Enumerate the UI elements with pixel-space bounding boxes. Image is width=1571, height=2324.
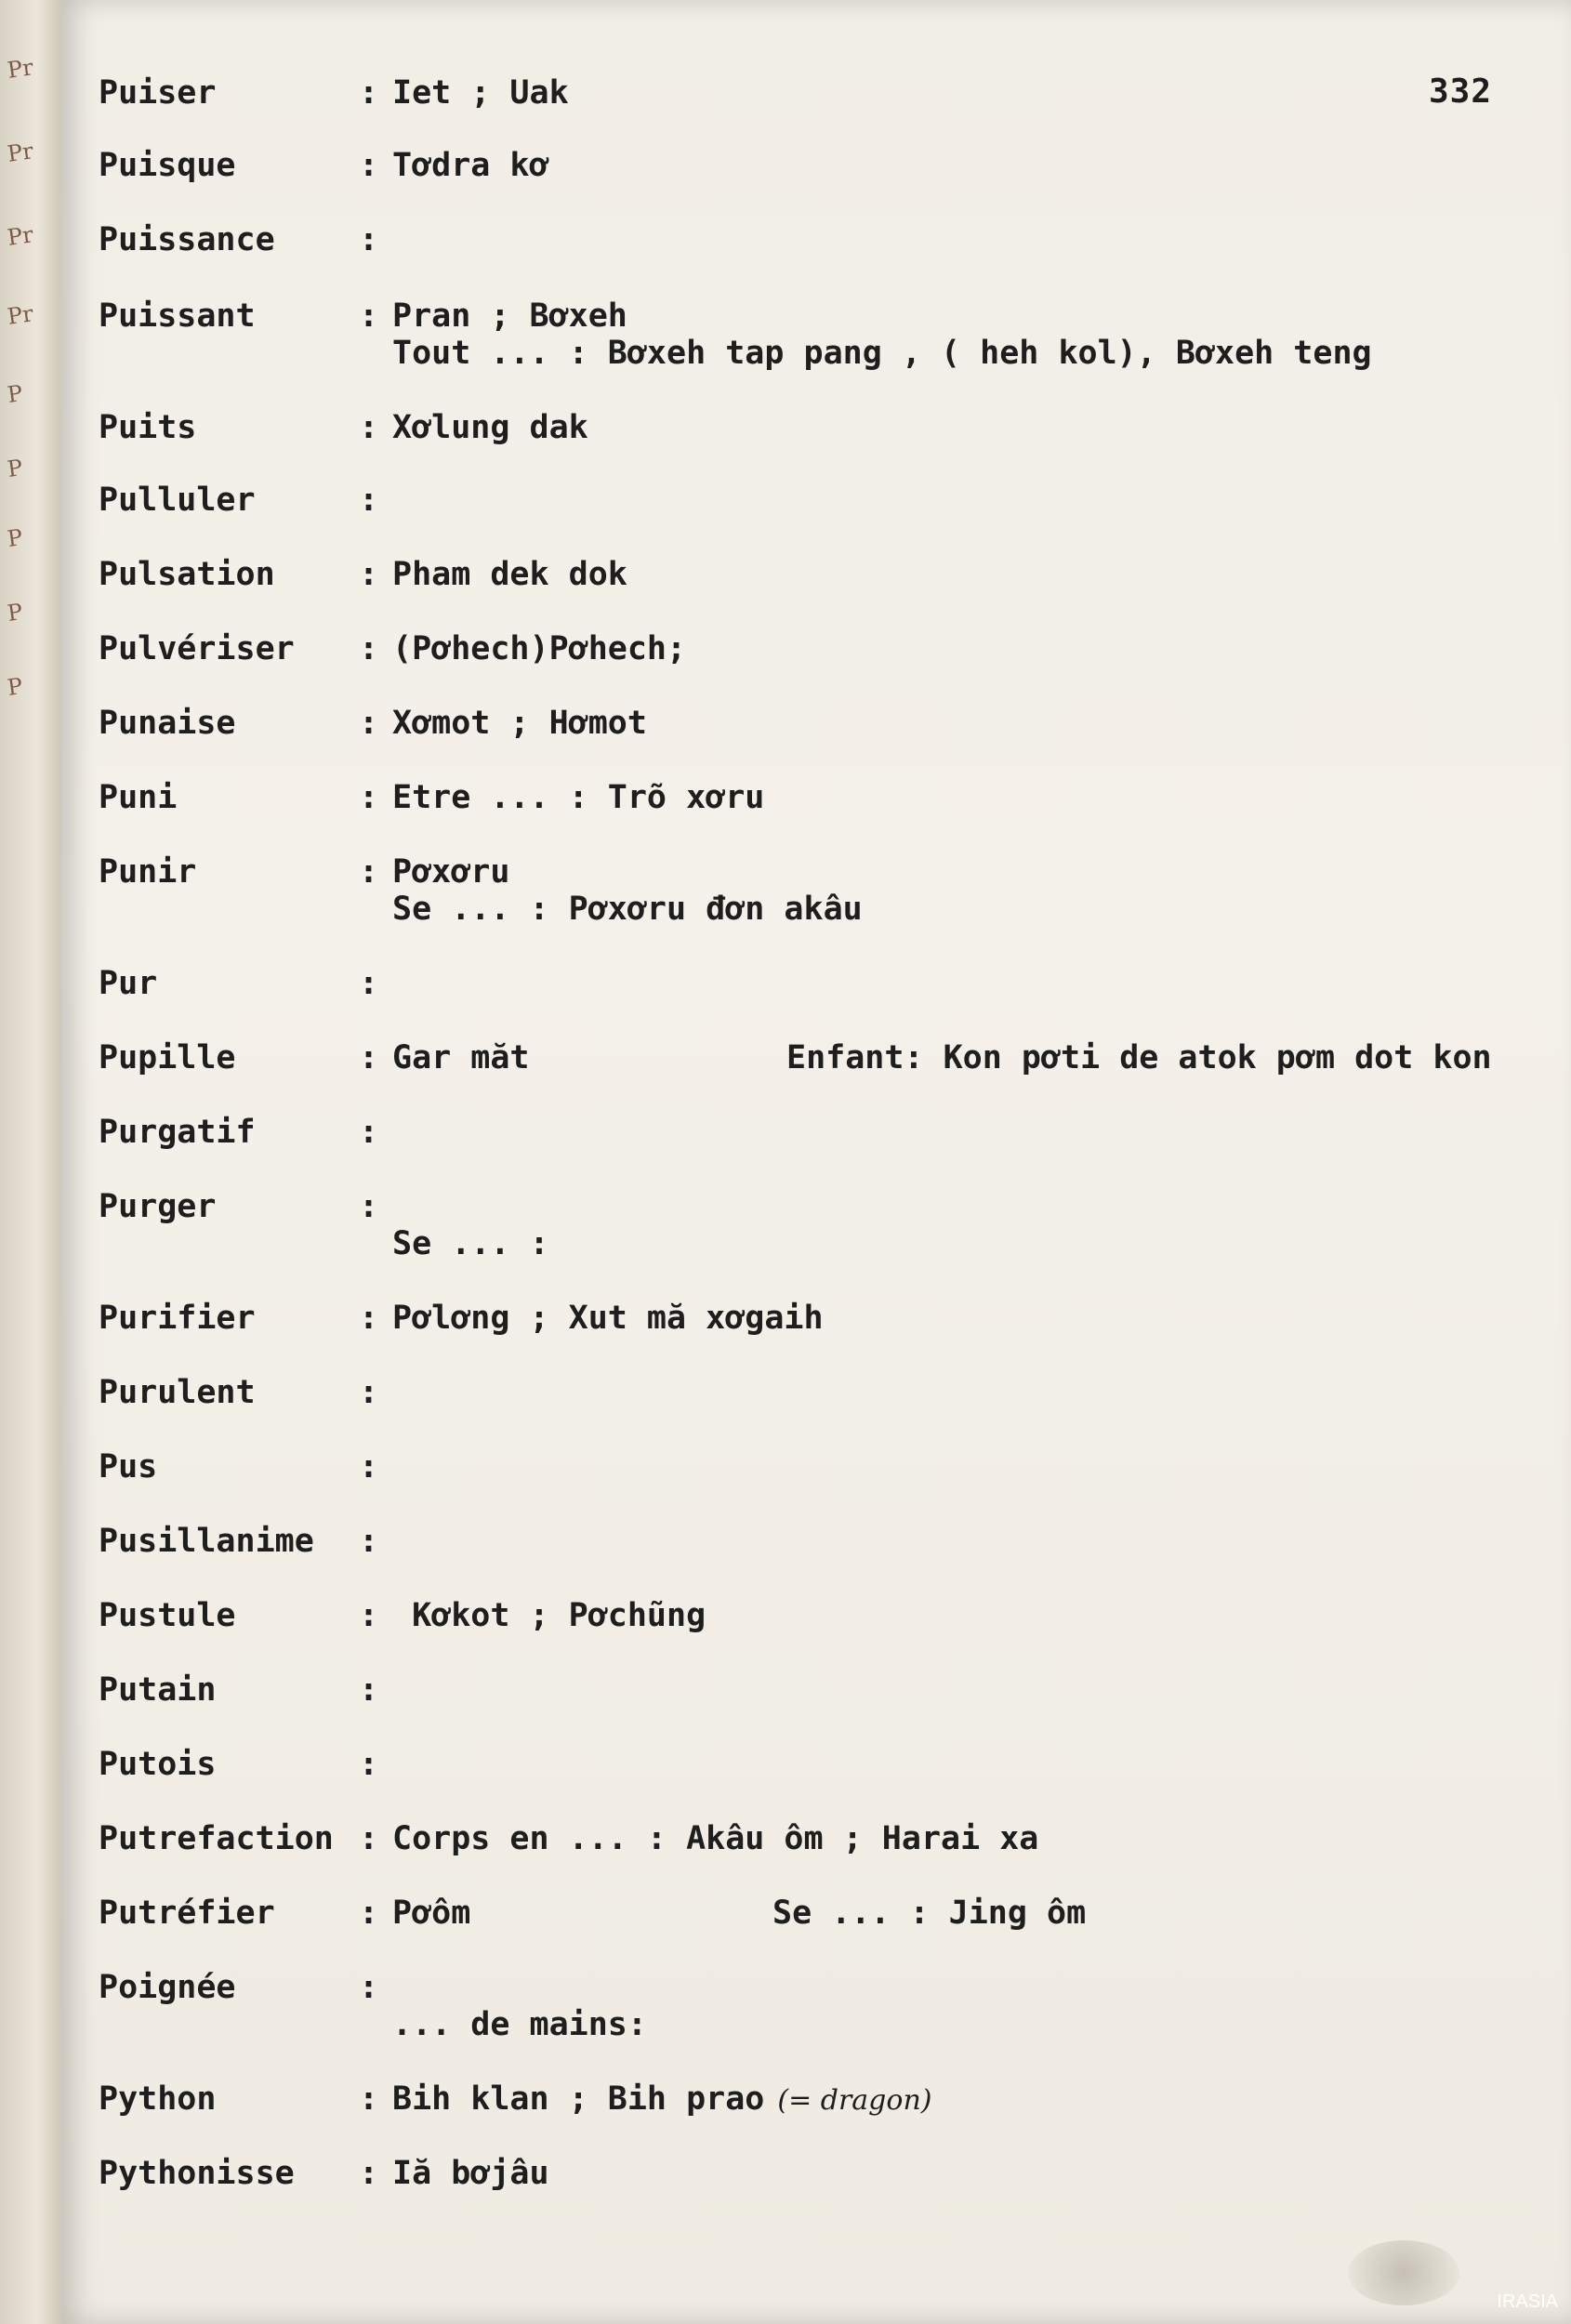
- dictionary-entry: [99, 1746, 1549, 1783]
- entry-definitions: [392, 147, 1549, 184]
- entry-separator: :: [359, 1671, 379, 1709]
- entry-term: Python: [99, 2080, 217, 2118]
- entry-extra-definition: Se ... : Jing ôm: [772, 1895, 1087, 1932]
- prev-page-letter: P: [6, 380, 25, 408]
- definition-line: Tơdra kơ: [392, 147, 549, 184]
- prev-page-letter: Pr: [6, 221, 35, 251]
- entry-separator: :: [359, 1820, 379, 1857]
- entry-definitions: [392, 1969, 1549, 2043]
- dictionary-entry: [99, 1039, 1549, 1076]
- entry-separator: :: [359, 2080, 379, 2118]
- entry-definitions: [392, 1300, 1549, 1337]
- entry-term: Putois: [99, 1746, 217, 1783]
- handwritten-note: (= dragon): [777, 2084, 932, 2117]
- entry-separator: :: [359, 1597, 379, 1634]
- dictionary-entry: [99, 147, 1549, 184]
- entry-definitions: [392, 297, 1549, 372]
- watermark: IRASIA: [1497, 2291, 1558, 2312]
- entry-definitions: [392, 705, 1549, 742]
- definition-line: Se ... : Pơxơru đơn akâu: [392, 891, 863, 928]
- definition-line: Se ... :: [392, 1225, 549, 1262]
- prev-page-letter: Pr: [6, 138, 35, 167]
- entry-term: Pustule: [99, 1597, 236, 1634]
- entry-separator: :: [359, 1039, 379, 1076]
- entry-separator: :: [359, 556, 379, 593]
- definition-line: Pham dek dok: [392, 556, 627, 593]
- entry-term: Pur: [99, 965, 158, 1002]
- dictionary-entry: [99, 409, 1549, 446]
- entry-term: Purifier: [99, 1300, 256, 1337]
- entry-definitions: [392, 853, 1549, 928]
- dictionary-entry: [99, 1895, 1549, 1932]
- entry-separator: :: [359, 1523, 379, 1560]
- entry-term: Punaise: [99, 705, 236, 742]
- entry-term: Puissant: [99, 297, 256, 335]
- entry-term: Putrefaction: [99, 1820, 334, 1857]
- entry-separator: :: [359, 965, 379, 1002]
- entry-term: Pupille: [99, 1039, 236, 1076]
- prev-page-letter: Pr: [6, 54, 35, 84]
- prev-page-letter: Pr: [6, 300, 35, 330]
- entry-definitions: [392, 1597, 1549, 1634]
- prev-page-letter: P: [6, 599, 25, 627]
- entry-term: Puits: [99, 409, 197, 446]
- entry-separator: :: [359, 482, 379, 519]
- paper-stain: [1348, 2240, 1459, 2305]
- dictionary-entry: [99, 556, 1549, 593]
- dictionary-entry: [99, 1188, 1549, 1262]
- page-number: 332: [1428, 73, 1492, 111]
- entry-term: Purgatif: [99, 1114, 256, 1151]
- dictionary-page: [61, 0, 1571, 2324]
- definition-line: Iă bơjâu: [392, 2155, 549, 2192]
- entry-separator: :: [359, 147, 379, 184]
- entry-extra-definition: Enfant: Kon pơti de atok pơm dot kon: [786, 1039, 1492, 1076]
- entry-definitions: [392, 1188, 1549, 1262]
- definition-line: ... de mains:: [392, 2006, 647, 2043]
- prev-page-letter: P: [6, 524, 25, 552]
- entry-term: Puiser: [99, 74, 217, 112]
- entry-term: Poignée: [99, 1969, 236, 2006]
- entry-separator: :: [359, 1895, 379, 1932]
- definition-line-with-note: [392, 2080, 1549, 2119]
- entry-separator: :: [359, 1746, 379, 1783]
- entry-separator: :: [359, 2155, 379, 2192]
- entry-separator: :: [359, 221, 379, 258]
- dictionary-entry: [99, 779, 1549, 816]
- definition-line: Xơmot ; Hơmot: [392, 705, 647, 742]
- entry-term: Putréfier: [99, 1895, 275, 1932]
- entry-term: Putain: [99, 1671, 217, 1709]
- entry-definitions: [392, 556, 1549, 593]
- definition-line: Kơkot ; Pơchũng: [392, 1597, 706, 1634]
- definition-line: Pơxơru: [392, 853, 510, 891]
- dictionary-entry: [99, 74, 1549, 112]
- entry-separator: :: [359, 297, 379, 335]
- dictionary-entry: [99, 965, 1549, 1002]
- entry-separator: :: [359, 1114, 379, 1151]
- dictionary-entry: [99, 1114, 1549, 1151]
- definition-text: Bih klan ; Bih prao: [392, 2080, 765, 2118]
- entry-separator: :: [359, 1374, 379, 1411]
- definition-line: Pran ; Bơxeh: [392, 297, 627, 335]
- dictionary-entry: [99, 1969, 1549, 2043]
- entry-definitions: [392, 2155, 1549, 2192]
- definition-line: Corps en ... : Akâu ôm ; Harai xa: [392, 1820, 1039, 1857]
- definition-line: Tout ... : Bơxeh tap pang , ( heh kol), Bơxeh teng: [392, 335, 1372, 372]
- entry-term: Pus: [99, 1448, 158, 1486]
- entry-definitions: [392, 409, 1549, 446]
- entry-definitions: [392, 630, 1549, 667]
- entry-term: Pulsation: [99, 556, 275, 593]
- entry-term: Puni: [99, 779, 178, 816]
- definition-line: Etre ... : Trõ xơru: [392, 779, 765, 816]
- definition-line: Iet ; Uak: [392, 74, 569, 112]
- entry-separator: :: [359, 1448, 379, 1486]
- entry-definitions: [392, 74, 1549, 112]
- definition-line: Pơlơng ; Xut mă xơgaih: [392, 1300, 824, 1337]
- entry-separator: :: [359, 1969, 379, 2006]
- dictionary-entry: [99, 221, 1549, 258]
- entry-term: Pusillanime: [99, 1523, 314, 1560]
- entry-term: Puisque: [99, 147, 236, 184]
- dictionary-entry: [99, 482, 1549, 519]
- entry-term: Pulvériser: [99, 630, 295, 667]
- entry-term: Punir: [99, 853, 197, 891]
- dictionary-entry: [99, 1523, 1549, 1560]
- definition-line: Pơôm: [392, 1895, 471, 1932]
- entry-definitions: [392, 779, 1549, 816]
- entry-separator: :: [359, 705, 379, 742]
- dictionary-entry: [99, 1448, 1549, 1486]
- entry-term: Pulluler: [99, 482, 256, 519]
- dictionary-entry: [99, 2155, 1549, 2192]
- dictionary-entry: [99, 1820, 1549, 1857]
- entry-separator: :: [359, 409, 379, 446]
- dictionary-entry: [99, 1671, 1549, 1709]
- entry-term: Purulent: [99, 1374, 256, 1411]
- dictionary-entry: [99, 1300, 1549, 1337]
- definition-line: (Pơhech)Pơhech;: [392, 630, 687, 667]
- entry-separator: :: [359, 1300, 379, 1337]
- dictionary-entry: [99, 297, 1549, 372]
- entry-separator: :: [359, 779, 379, 816]
- entry-term: Pythonisse: [99, 2155, 295, 2192]
- definition-line: [392, 1969, 1549, 2006]
- dictionary-entry: [99, 705, 1549, 742]
- entry-separator: :: [359, 853, 379, 891]
- dictionary-entry: [99, 1597, 1549, 1634]
- dictionary-entry: [99, 630, 1549, 667]
- definition-line: Xơlung dak: [392, 409, 588, 446]
- entry-definitions: [392, 2080, 1549, 2119]
- definition-line: Gar măt: [392, 1039, 530, 1076]
- dictionary-entry: [99, 1374, 1549, 1411]
- entry-separator: :: [359, 74, 379, 112]
- dictionary-entry: [99, 2080, 1549, 2119]
- definition-line: [392, 1188, 1549, 1225]
- entry-term: Puissance: [99, 221, 275, 258]
- prev-page-letter: P: [6, 673, 25, 701]
- dictionary-entry: [99, 853, 1549, 928]
- entry-separator: :: [359, 1188, 379, 1225]
- entry-term: Purger: [99, 1188, 217, 1225]
- entry-definitions: [392, 1820, 1549, 1857]
- prev-page-letter: P: [6, 455, 25, 482]
- entry-separator: :: [359, 630, 379, 667]
- previous-page-edge: [0, 0, 63, 2324]
